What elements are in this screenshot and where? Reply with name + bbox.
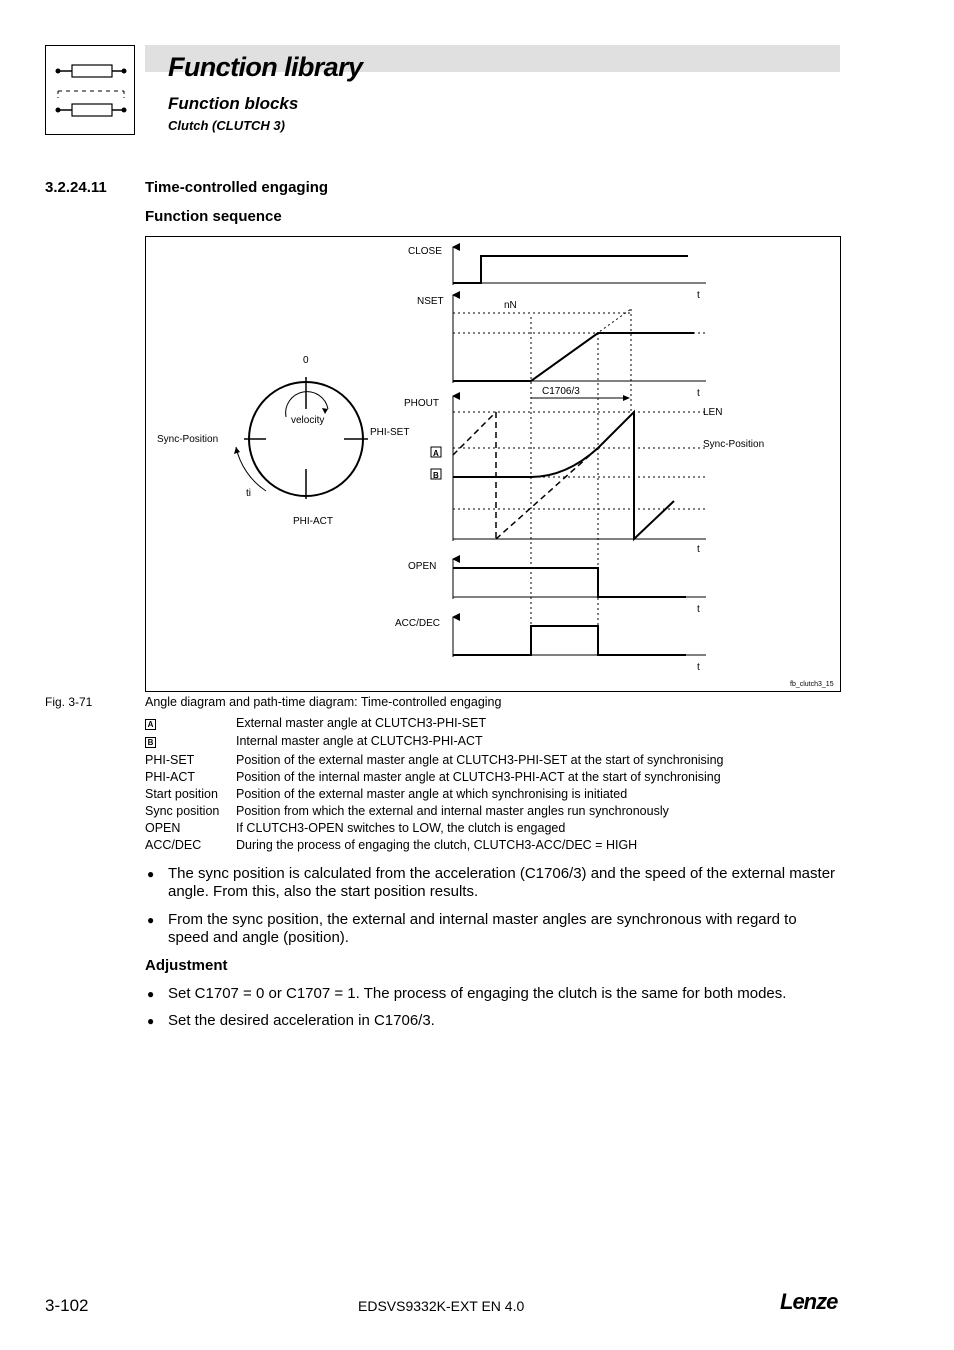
phout-label: PHOUT <box>404 398 439 409</box>
legend-key: OPEN <box>145 821 181 835</box>
nset-label: NSET <box>417 296 444 307</box>
page-subsubtitle: Clutch (CLUTCH 3) <box>168 118 285 133</box>
bullet-dot-icon: ● <box>147 1014 155 1028</box>
figure-box <box>145 236 841 692</box>
phi-set-label: PHI-SET <box>370 427 410 438</box>
phi-act-label: PHI-ACT <box>293 516 333 527</box>
t-label: t <box>697 544 700 555</box>
bullet-text: The sync position is calculated from the acceleration (C1706/3) and the speed of the external master angle. From this, also the start position results. <box>168 865 836 900</box>
open-label: OPEN <box>408 561 437 572</box>
velocity-arrow <box>286 392 328 417</box>
close-signal <box>453 256 688 283</box>
sync-position-label-right: Sync-Position <box>703 439 765 450</box>
figure-caption: Angle diagram and path-time diagram: Time-controlled engaging <box>145 695 502 709</box>
legend-key: PHI-ACT <box>145 770 195 784</box>
close-label: CLOSE <box>408 246 442 257</box>
legend-key: Sync position <box>145 804 220 818</box>
document-id: EDSVS9332K-EXT EN 4.0 <box>358 1298 525 1314</box>
bullet-dot-icon: ● <box>147 867 155 881</box>
accdec-label: ACC/DEC <box>395 618 441 629</box>
legend-text: Internal master angle at CLUTCH3-PHI-ACT <box>236 734 483 748</box>
t-label: t <box>697 604 700 615</box>
page-number: 3-102 <box>45 1296 89 1315</box>
bullet-text: Set C1707 = 0 or C1707 = 1. The process of engaging the clutch is the same for both modes. <box>168 985 787 1002</box>
bullet-dot-icon: ● <box>147 987 155 1001</box>
timing-diagram <box>146 237 842 693</box>
section-number: 3.2.24.11 <box>45 179 107 196</box>
chapter-icon-box <box>45 45 135 135</box>
brand-logo: Lenze <box>780 1289 838 1314</box>
bullet-text: Set the desired acceleration in C1706/3. <box>168 1012 435 1029</box>
t-label: t <box>697 662 700 673</box>
bullet-text: From the sync position, the external and internal master angles are synchronous with regard to speed and angle (position). <box>168 911 797 946</box>
legend-text: Position of the external master angle at CLUTCH3-PHI-SET at the start of synchronising <box>236 753 724 767</box>
c1706-label: C1706/3 <box>542 386 580 397</box>
velocity-label: velocity <box>291 415 325 426</box>
nn-label: nN <box>504 300 517 311</box>
adjustment-heading: Adjustment <box>145 957 228 974</box>
bullet-dot-icon: ● <box>147 913 155 927</box>
page-title: Function library <box>168 52 363 82</box>
figure-file-ref: fb_clutch3_15 <box>790 681 834 688</box>
nset-signal <box>453 333 694 381</box>
figure-label: Fig. 3-71 <box>45 695 93 709</box>
marker-a-label: A <box>433 449 439 458</box>
open-signal <box>453 568 686 597</box>
legend-text: If CLUTCH3-OPEN switches to LOW, the clutch is engaged <box>236 821 566 835</box>
t-label: t <box>697 290 700 301</box>
marker-b-label: B <box>433 471 439 480</box>
page-subtitle: Function blocks <box>168 94 299 113</box>
sync-position-label-left: Sync-Position <box>157 434 219 445</box>
phout-signal <box>453 412 674 539</box>
angle-zero-label: 0 <box>303 355 309 366</box>
legend-text: External master angle at CLUTCH3-PHI-SET <box>236 716 487 730</box>
legend-key: Start position <box>145 787 218 801</box>
legend-text: Position of the external master angle at which synchronising is initiated <box>236 787 628 801</box>
legend-key-b: B <box>145 734 156 748</box>
legend-text: Position of the internal master angle at CLUTCH3-PHI-ACT at the start of synchronising <box>236 770 721 784</box>
legend-text: Position from which the external and internal master angles run synchronously <box>236 804 669 818</box>
section-title: Time-controlled engaging <box>145 179 329 196</box>
function-sequence-heading: Function sequence <box>145 208 282 225</box>
legend-key: ACC/DEC <box>145 838 202 852</box>
legend-text: During the process of engaging the clutch, CLUTCH3-ACC/DEC = HIGH <box>236 838 638 852</box>
ti-label: ti <box>246 488 251 499</box>
function-block-icon <box>46 46 136 136</box>
accdec-signal <box>453 626 686 655</box>
t-label: t <box>697 388 700 399</box>
legend-key: PHI-SET <box>145 753 195 767</box>
legend-key-a: A <box>145 716 156 730</box>
len-label: LEN <box>703 407 723 418</box>
